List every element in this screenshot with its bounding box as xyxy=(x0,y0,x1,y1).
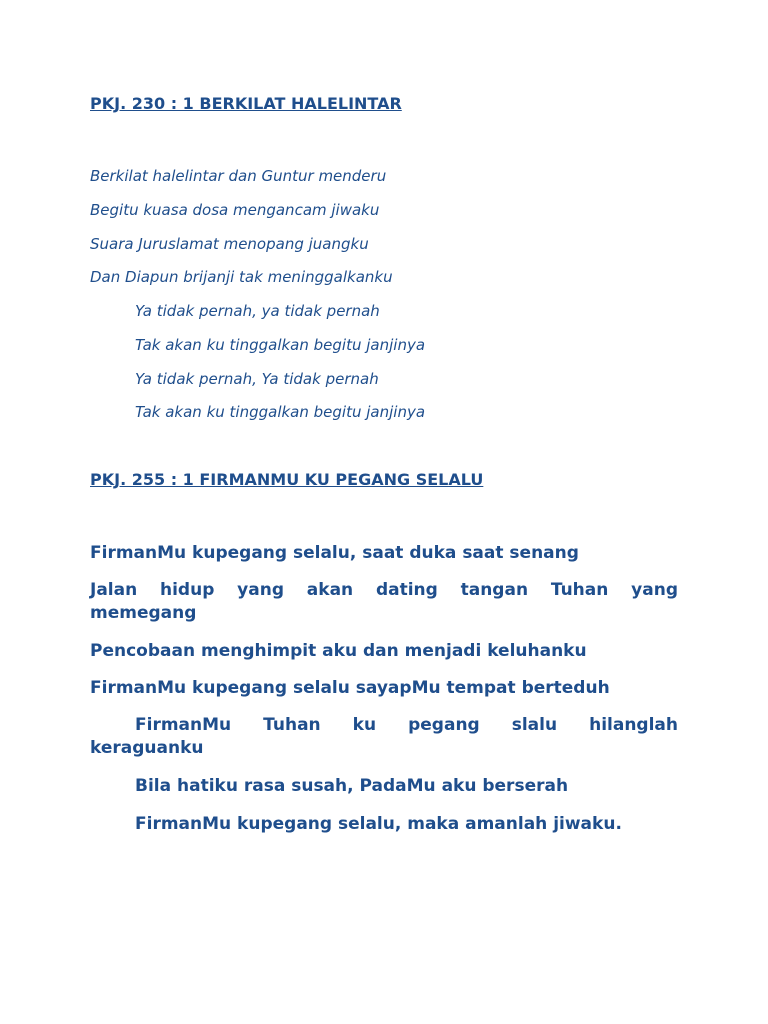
lyric-line: Begitu kuasa dosa mengancam jiwaku xyxy=(90,201,380,219)
lyric-paragraph-refrain xyxy=(90,714,678,760)
lyric-paragraph xyxy=(90,579,678,625)
lyric-line: Dan Diapun brijanji tak meninggalkanku xyxy=(90,268,393,286)
section-title-pkj-230: PKJ. 230 : 1 BERKILAT HALELINTAR xyxy=(90,94,402,113)
section-title-pkj-255: PKJ. 255 : 1 FIRMANMU KU PEGANG SELALU xyxy=(90,470,484,489)
lyric-line-refrain: FirmanMu kupegang selalu, maka amanlah jiwaku. xyxy=(135,814,622,834)
lyric-line-refrain: Tak akan ku tinggalkan begitu janjinya xyxy=(135,403,426,421)
lyric-line: FirmanMu kupegang selalu, saat duka saat senang xyxy=(90,543,579,563)
lyric-line-continued: memegang xyxy=(90,603,197,623)
lyric-line-continued: keraguanku xyxy=(90,738,204,758)
lyric-line-refrain: Bila hatiku rasa susah, PadaMu aku berserah xyxy=(135,776,569,796)
lyric-line: Berkilat halelintar dan Guntur menderu xyxy=(90,167,387,185)
lyric-line-refrain: FirmanMu Tuhan ku pegang slalu hilanglah xyxy=(135,715,678,735)
lyric-line-refrain: Tak akan ku tinggalkan begitu janjinya xyxy=(135,336,426,354)
lyric-line: Pencobaan menghimpit aku dan menjadi keluhanku xyxy=(90,641,587,661)
lyric-line: FirmanMu kupegang selalu sayapMu tempat berteduh xyxy=(90,678,610,698)
lyric-line-refrain: Ya tidak pernah, Ya tidak pernah xyxy=(135,370,379,388)
lyric-line: Jalan hidup yang akan dating tangan Tuhan yang xyxy=(90,580,678,600)
lyric-line: Suara Juruslamat menopang juangku xyxy=(90,235,369,253)
lyric-line-refrain: Ya tidak pernah, ya tidak pernah xyxy=(135,302,380,320)
